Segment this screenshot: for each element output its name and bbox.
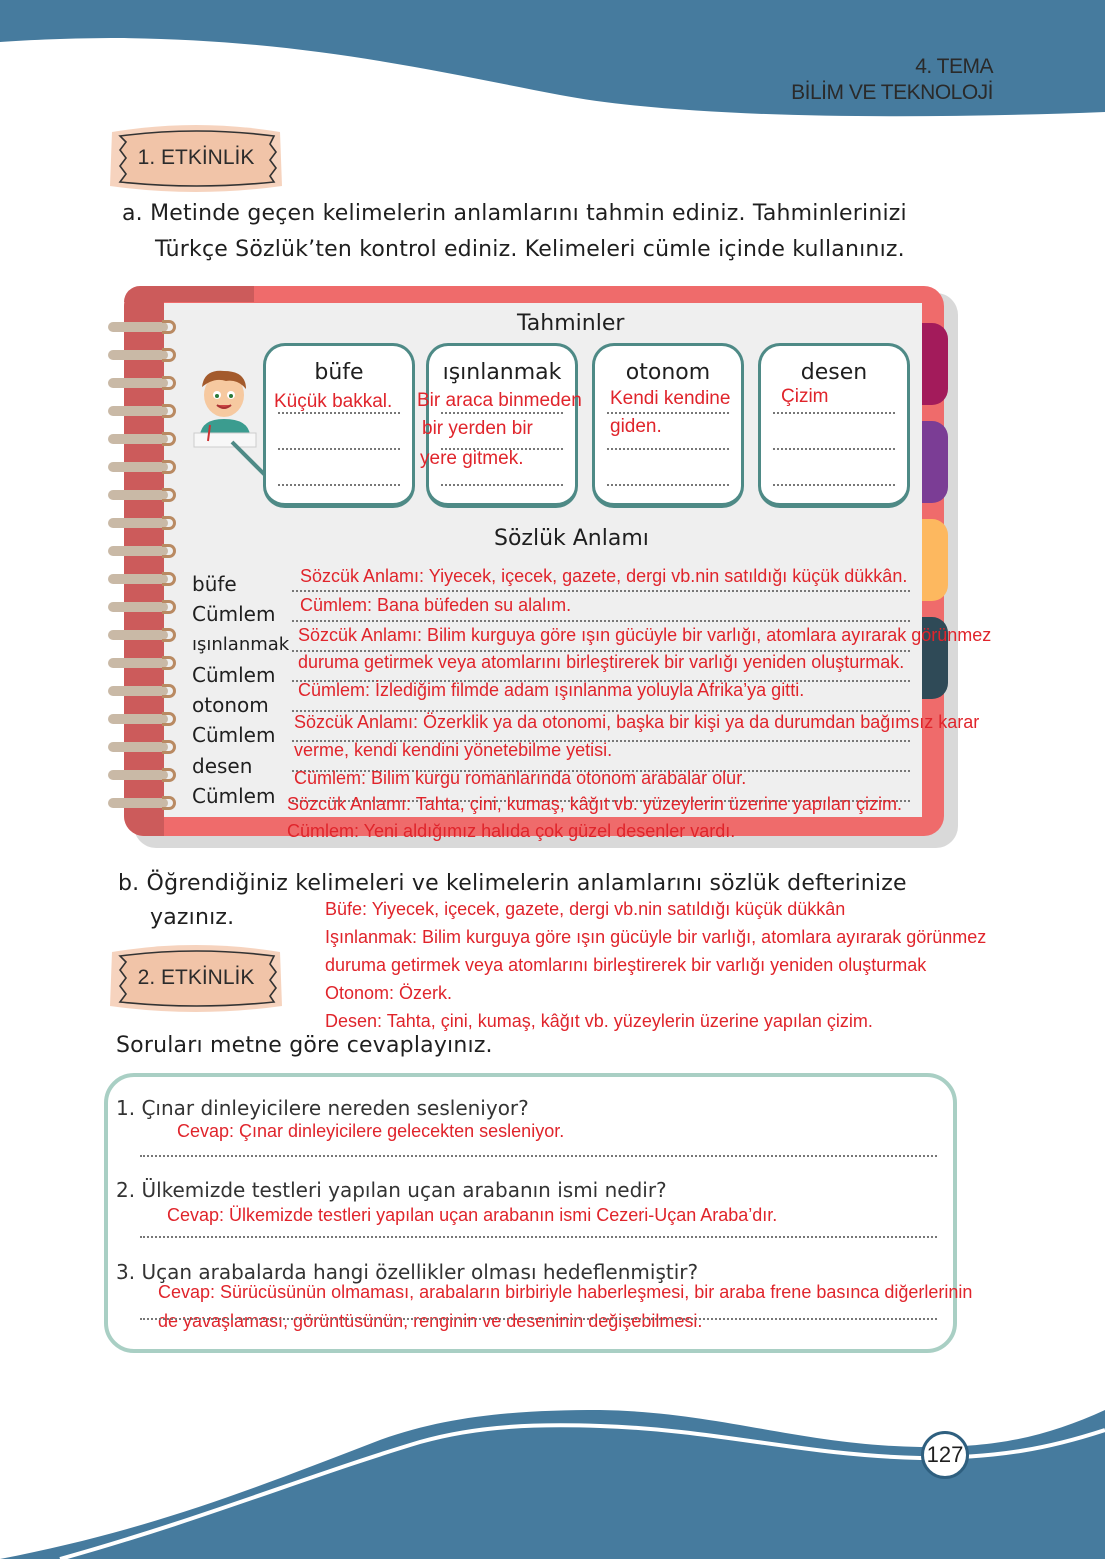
guess-box-bufe [263,343,415,508]
notebook-entry: Otonom: Özerk. [325,983,453,1003]
guess-answer: giden. [610,416,662,437]
spiral-ring [108,320,178,334]
dict-answer: Sözcük Anlamı: Özerklik ya da otonomi, başka bir kişi ya da durumdan bağımsız karar [294,712,980,732]
spiral-ring [108,516,178,530]
question-2: 2. Ülkemizde testleri yapılan uçan arabanın ismi nedir? [116,1178,667,1202]
dict-answer: Cümlem: Bana büfeden su alalım. [300,595,572,615]
activity2-instruction: Soruları metne göre cevaplayınız. [116,1033,493,1058]
dotted-line [292,620,910,622]
spiral-ring [108,572,178,586]
spiral-ring [108,796,178,810]
guess-box-desen [758,343,910,508]
instruction-b-line1: b. Öğrendiğiniz kelimeleri ve kelimelerin anlamlarını sözlük defterinize [118,871,907,896]
guess-word: otonom [625,360,711,385]
spiral-ring [108,740,178,754]
page-number: 127 [921,1431,969,1479]
notebook-spine-top [124,286,254,302]
question-1: 1. Çınar dinleyicilere nereden sesleniyor? [116,1096,529,1120]
notebook-tab-purple [922,421,948,503]
spiral-ring [108,768,178,782]
theme-number: 4. TEMA [915,55,993,78]
dict-label: otonom [192,693,269,717]
answer-line [140,1318,937,1320]
dict-label: Cümlem [192,723,276,747]
spiral-ring [108,488,178,502]
activity1-badge-label: 1. ETKİNLİK [137,146,255,169]
dict-answer: duruma getirmek veya atomlarını birleştirerek bir varlığı yeniden oluşturmak. [298,652,905,672]
guess-word: büfe [314,360,364,385]
answer-2: Cevap: Ülkemizde testleri yapılan uçan arabanın ismi Cezeri-Uçan Araba’dır. [167,1205,778,1225]
spiral-ring [108,628,178,642]
spiral-ring [108,600,178,614]
spiral-ring [108,404,178,418]
dict-answer: Cümlem: Yeni aldığımız halıda çok güzel desenler vardı. [287,821,736,841]
guess-answer: Bir araca binmeden [417,390,582,411]
activity2-badge [106,942,286,1014]
notebook-tab-magenta [922,323,948,405]
spiral-ring [108,460,178,474]
theme-name: BİLİM VE TEKNOLOJİ [791,81,993,104]
answer-line [140,1236,937,1238]
instruction-b-line2: yazınız. [150,905,235,930]
spiral-ring [108,544,178,558]
notebook-entry: Işınlanmak: Bilim kurguya göre ışın gücüyle bir varlığı, atomlara ayırarak görünmez [325,927,987,947]
spiral-ring [108,684,178,698]
spiral-ring [108,712,178,726]
answer-3: Cevap: Sürücüsünün olmaması, arabaların birbiriyle haberleşmesi, bir araba frene basınca diğerlerinin [158,1282,973,1302]
answer-3: de yavaşlaması, görüntüsünün, renginin ve deseninin değişebilmesi. [158,1311,703,1331]
spiral-ring [108,348,178,362]
dict-label: Cümlem [192,663,276,687]
dict-answer: verme, kendi kendini yönetebilme yetisi. [294,740,613,760]
instruction-a-line1: a. Metinde geçen kelimelerin anlamlarını tahmin ediniz. Tahminlerinizi [122,201,907,226]
dict-answer: Sözcük Anlamı: Yiyecek, içecek, gazete, dergi vb.nin satıldığı küçük dükkân. [300,566,908,586]
activity2-badge-label: 2. ETKİNLİK [137,966,255,989]
notebook-entry: duruma getirmek veya atomlarını birleştirerek bir varlığı yeniden oluşturmak [325,955,927,975]
dict-label: ışınlanmak [192,634,290,655]
notebook-entry: Desen: Tahta, çini, kumaş, kâğıt vb. yüzeylerin üzerine yapılan çizim. [325,1011,873,1031]
guess-word: ışınlanmak [442,360,562,385]
guess-answer: bir yerden bir [422,418,533,439]
dictionary-title: Sözlük Anlamı [494,526,649,551]
instruction-a-line2: Türkçe Sözlük’ten kontrol ediniz. Kelimeleri cümle içinde kullanınız. [155,237,905,262]
dict-label: desen [192,754,253,778]
spiral-ring [108,656,178,670]
dict-answer: Sözcük Anlamı: Tahta, çini, kumaş, kâğıt vb. yüzeylerin üzerine yapılan çizim. [287,794,902,814]
guesses-title: Tahminler [517,311,625,336]
dotted-line [292,590,910,592]
dict-answer: Cümlem: Bilim kurgu romanlarında otonom arabalar olur. [294,768,747,788]
dict-label: Cümlem [192,784,276,808]
guess-answer: yere gitmek. [420,448,524,469]
spiral-ring [108,376,178,390]
notebook-tab-orange [922,519,948,601]
question-3: 3. Uçan arabalarda hangi özellikler olması hedeflenmiştir? [116,1260,699,1284]
guess-answer: Çizim [781,386,829,407]
spiral-ring [108,432,178,446]
guess-word: desen [800,360,868,385]
answer-1: Cevap: Çınar dinleyicilere gelecekten sesleniyor. [177,1121,565,1141]
guess-answer: Küçük bakkal. [274,391,393,412]
dict-answer: Cümlem: İzlediğim filmde adam ışınlanma yoluyla Afrika’ya gitti. [298,680,805,700]
theme-title [791,54,993,106]
notebook-entry: Büfe: Yiyecek, içecek, gazete, dergi vb.nin satıldığı küçük dükkân [325,899,846,919]
guess-answer: Kendi kendine [610,388,731,409]
dict-label: büfe [192,572,237,596]
answer-line [140,1155,937,1157]
activity1-badge [106,122,286,194]
dict-answer: Sözcük Anlamı: Bilim kurguya göre ışın gücüyle bir varlığı, atomlara ayırarak görünmez [298,625,992,645]
dict-label: Cümlem [192,602,276,626]
